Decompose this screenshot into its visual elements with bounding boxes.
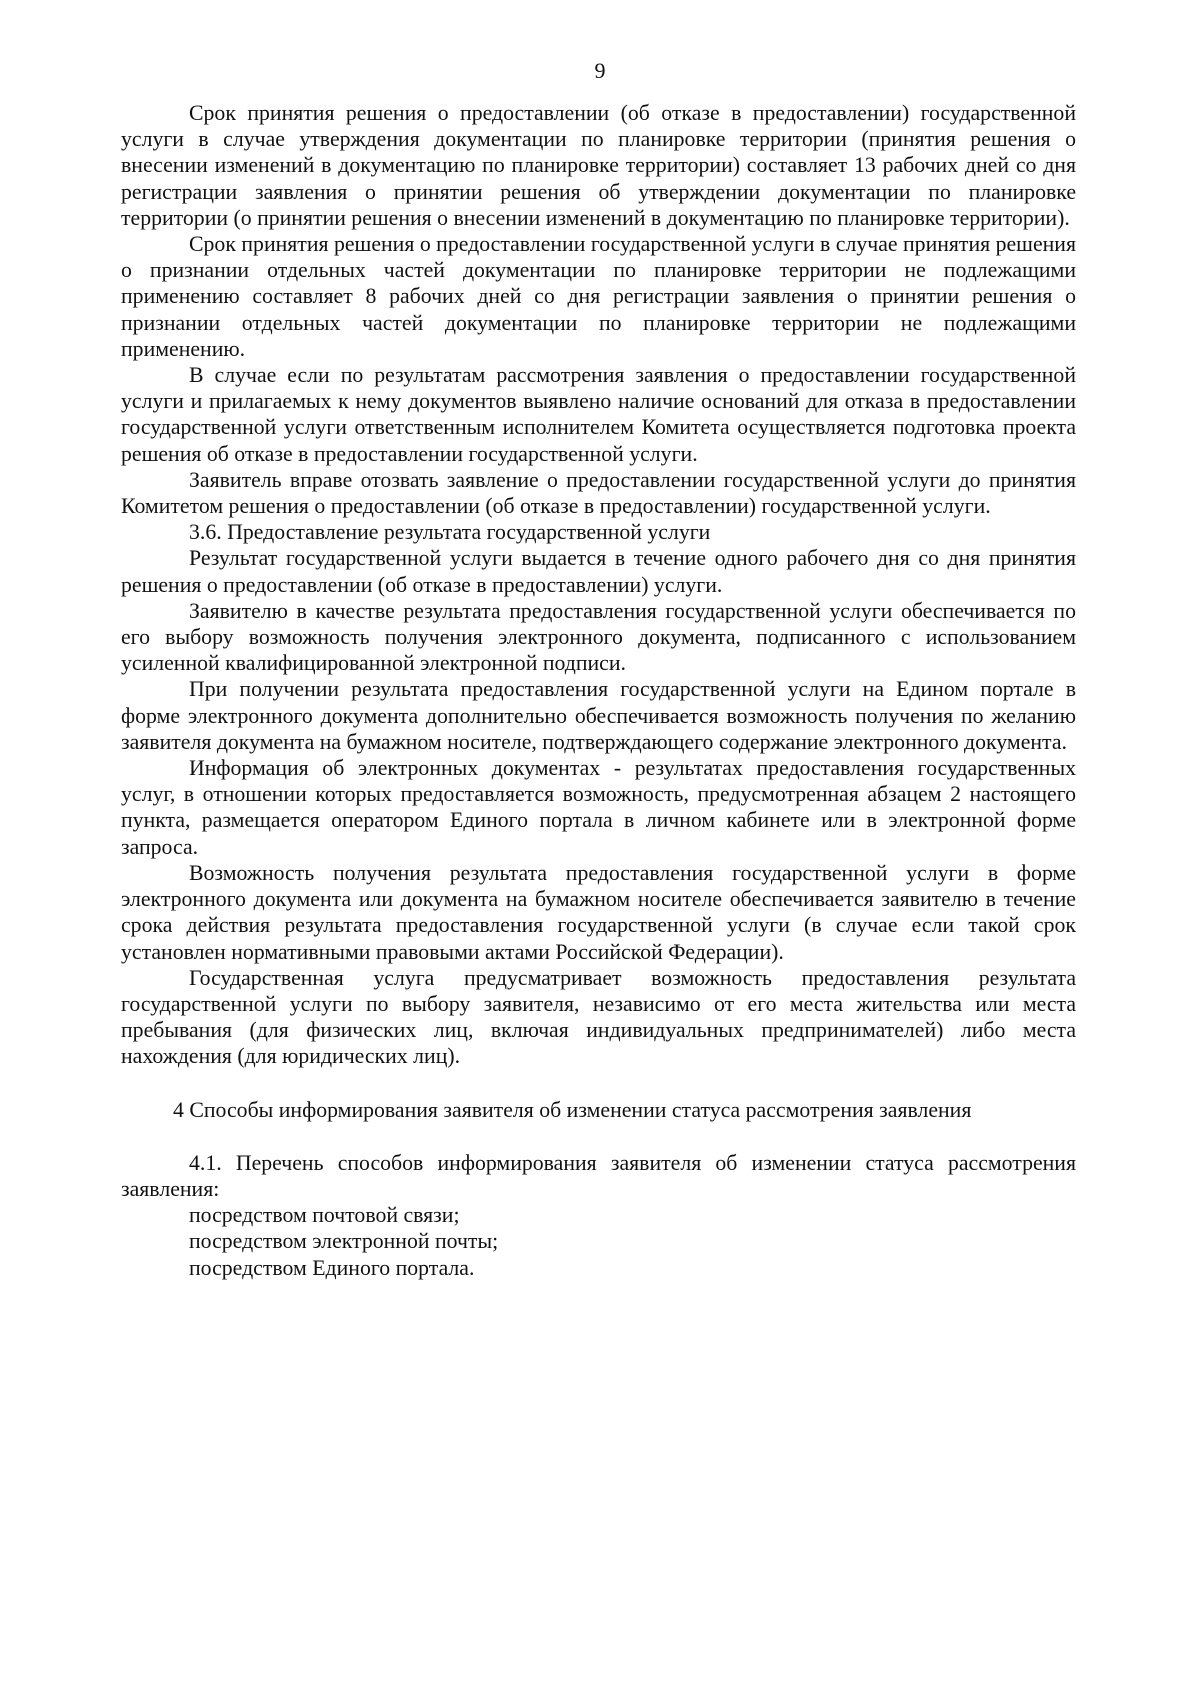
paragraph-paper-copy: При получении результата предоставления государственной услуги на Едином портале в форме электронного документа дополнительно обеспечивается возможность получения по желанию заявителя документа на бумажном носителе, подтверждающего содержание электронного документа. <box>121 677 1076 754</box>
subsection-title-3-6: 3.6. Предоставление результата государственной услуги <box>189 520 711 545</box>
paragraph-extraterritorial: Государственная услуга предусматривает возможность предоставления результата государственной услуги по выбору заявителя, независимо от его места жительства или места пребывания (для физических лиц, включая индивидуальных предпринимателей) либо места нахождения (для юридических лиц). <box>121 965 1076 1069</box>
paragraph-result-issuance: Результат государственной услуги выдается в течение одного рабочего дня со дня принятия решения о предоставлении (об отказе в предоставлении) услуги. <box>121 546 1076 597</box>
paragraph-decision-term-approval: Срок принятия решения о предоставлении (об отказе в предоставлении) государственной услуги в случае утверждения документации по планировке территории (принятия решения о внесении изменений в документацию по планировке территории) составляет 13 рабочих дней со дня регистрации заявления о принятии решения об утверждении документации по планировке территории (о принятии решения о внесении изменений в документацию по планировке территории). <box>121 101 1076 230</box>
document-body <box>121 100 1076 1281</box>
paragraph-4-1: 4.1. Перечень способов информирования заявителя об изменении статуса рассмотрения заявления: <box>121 1150 1076 1201</box>
list-item-postal: посредством почтовой связи; <box>189 1203 460 1228</box>
page-number: 9 <box>594 58 606 83</box>
paragraph-decision-term-recognition: Срок принятия решения о предоставлении государственной услуги в случае принятия решения о признании отдельных частей документации по планировке территории не подлежащими применению составляет 8 рабочих дней со дня регистрации заявления о принятии решения о признании отдельных частей документации по планировке территории не подлежащими применению. <box>121 232 1076 361</box>
paragraph-withdrawal: Заявитель вправе отозвать заявление о предоставлении государственной услуги до принятия Комитетом решения о предоставлении (об отказе в предоставлении) государственной услуги. <box>121 467 1076 519</box>
paragraph-personal-cabinet: Информация об электронных документах - результатах предоставления государственных услуг, в отношении которых предоставляется возможность, предусмотренная абзацем 2 настоящего пункта, размещается оператором Единого портала в личном кабинете или в электронной форме запроса. <box>121 756 1076 859</box>
paragraph-electronic-document: Заявителю в качестве результата предоставления государственной услуги обеспечивается по его выбору возможность получения электронного документа, подписанного с использованием усиленной квалифицированной электронной подписи. <box>121 598 1076 676</box>
section-heading-4: 4 Способы информирования заявителя об изменении статуса рассмотрения заявления <box>173 1097 972 1122</box>
list-item-portal: посредством Единого портала. <box>189 1255 475 1280</box>
paragraph-validity-period: Возможность получения результата предоставления государственной услуги в форме электронного документа или документа на бумажном носителе обеспечивается заявителю в течение срока действия результата предоставления государственной услуги (в случае если такой срок установлен нормативными правовыми актами Российской Федерации). <box>121 860 1076 964</box>
paragraph-refusal-grounds: В случае если по результатам рассмотрения заявления о предоставлении государственной услуги и прилагаемых к нему документов выявлено наличие оснований для отказа в предоставлении государственной услуги ответственным исполнителем Комитета осуществляется подготовка проекта решения об отказе в предоставлении государственной услуги. <box>121 363 1076 466</box>
list-item-email: посредством электронной почты; <box>189 1229 499 1254</box>
